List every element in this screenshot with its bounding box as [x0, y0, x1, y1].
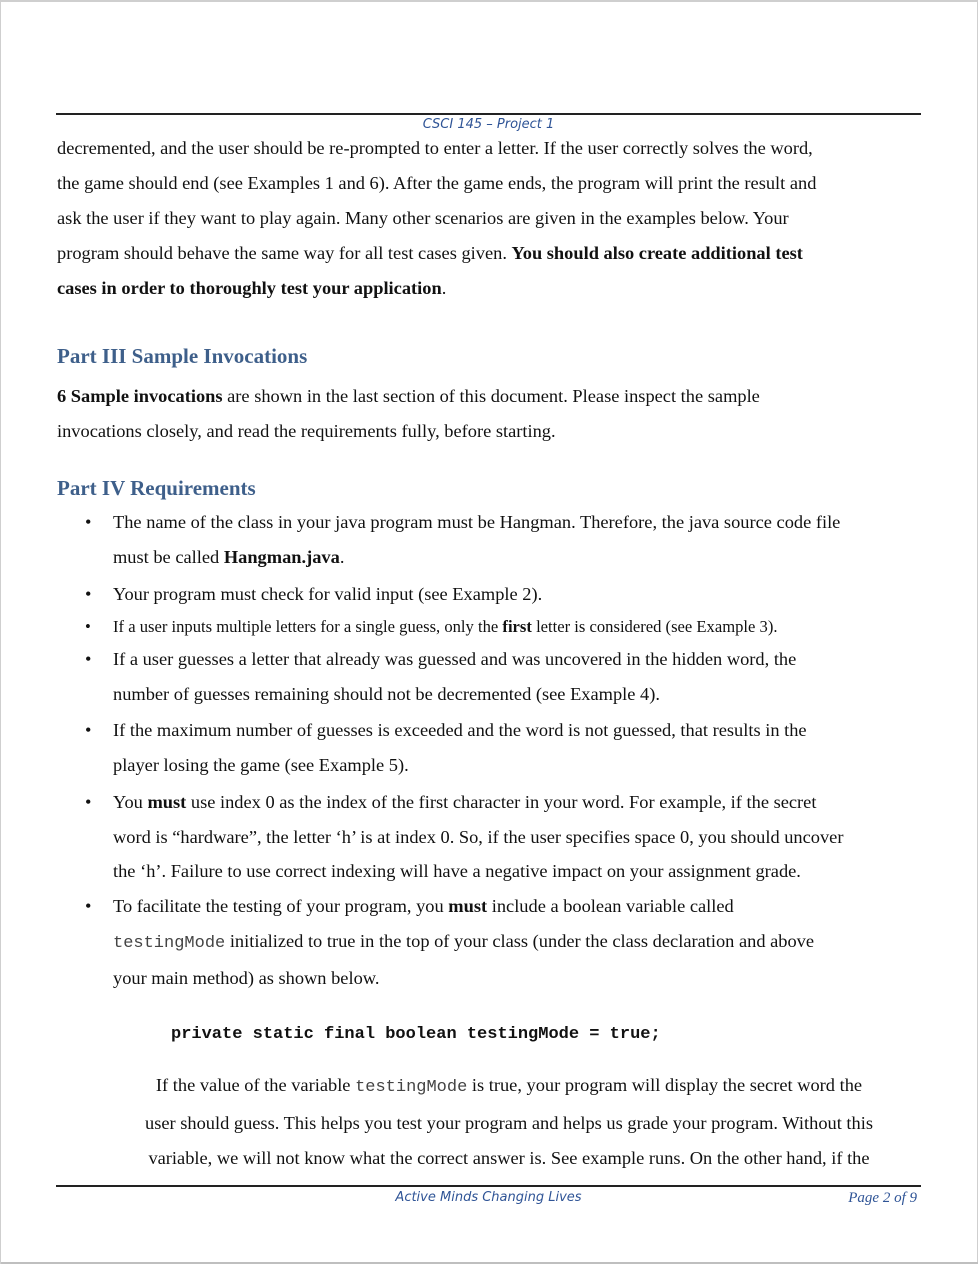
requirement-text: [113, 889, 923, 996]
intro-line-3: ask the user if they want to play again. Many other scenarios are given in the examples below. Your: [57, 208, 789, 228]
requirement-1-line-1: The name of the class in your java program must be Hangman. Therefore, the java source code file: [113, 512, 841, 532]
requirement-6-bold: must: [147, 792, 187, 812]
requirement-6-part-1: You: [113, 792, 148, 812]
requirement-text: [113, 642, 923, 711]
requirement-1-filename: Hangman.java: [223, 546, 340, 567]
page-frame-top: [1, 0, 978, 2]
requirement-3-bold: first: [502, 617, 532, 636]
requirement-7-bold: must: [448, 896, 488, 916]
requirement-7-line-2: [113, 924, 923, 962]
closing-code: testingMode: [355, 1078, 468, 1097]
closing-paragraph: [96, 1068, 922, 1177]
part-3-line-2: invocations closely, and read the requirements fully, before starting.: [57, 421, 556, 441]
part-3-heading: Part III Sample Invocations: [57, 344, 308, 368]
bullet-icon: •: [85, 649, 92, 669]
bullet-icon: •: [85, 584, 92, 604]
requirement-2-text: Your program must check for valid input (see Example 2).: [113, 584, 543, 604]
requirement-6-part-2: use index 0 as the index of the first character in your word. For example, if the secret: [186, 792, 817, 812]
requirement-4-line-1: If a user guesses a letter that already was guessed and was uncovered in the hidden word, the: [113, 649, 797, 669]
intro-line-1: decremented, and the user should be re-prompted to enter a letter. If the user correctly solves the word,: [57, 138, 813, 158]
requirement-7-line-2-text: initialized to true in the top of your class (under the class declaration and above: [225, 930, 815, 951]
testing-mode-code: testingMode: [113, 933, 226, 953]
closing-line-3: variable, we will not know what the correct answer is. See example runs. On the other hand, if the: [148, 1148, 870, 1168]
part-3-paragraph: [57, 379, 923, 449]
requirement-3-part-2: letter is considered (see Example 3).: [531, 617, 778, 636]
footer-motto: Active Minds Changing Lives: [395, 1190, 582, 1205]
requirement-7-part-1: To facilitate the testing of your program, you: [113, 896, 449, 916]
requirement-7-part-2: include a boolean variable called: [487, 896, 734, 916]
part-3-line-1: [57, 379, 923, 414]
requirement-3-part-1: If a user inputs multiple letters for a single guess, only the: [113, 617, 503, 636]
bullet-icon: •: [85, 896, 92, 916]
intro-line-4-text: program should behave the same way for all test cases given.: [57, 243, 512, 263]
closing-line-1: [96, 1068, 922, 1106]
bullet-icon: •: [85, 792, 92, 812]
intro-paragraph: [57, 131, 923, 306]
footer-rule: [56, 1185, 921, 1187]
closing-line-1-part-1: If the value of the variable: [155, 1075, 356, 1095]
intro-emphasis-1: You should also create additional test: [511, 243, 803, 263]
intro-line-5-end: .: [441, 278, 447, 298]
requirement-5-line-1: If the maximum number of guesses is exceeded and the word is not guessed, that results in the: [113, 720, 807, 740]
requirement-1-text: must be called: [113, 546, 224, 567]
requirement-text: [113, 713, 923, 782]
requirement-7-line-3: your main method) as shown below.: [113, 968, 380, 988]
intro-emphasis-2: cases in order to thoroughly test your application: [57, 278, 442, 298]
bullet-icon: •: [85, 617, 91, 636]
requirement-text: [113, 785, 923, 889]
requirement-6-line-2: word is “hardware”, the letter ‘h’ is at index 0. So, if the user specifies space 0, you should uncover: [113, 826, 844, 847]
bullet-icon: •: [85, 512, 92, 532]
requirement-4-line-2: number of guesses remaining should not be decremented (see Example 4).: [113, 683, 660, 704]
page-number: Page 2 of 9: [848, 1190, 917, 1206]
running-header: CSCI 145 – Project 1: [422, 117, 555, 132]
part-4-heading: Part IV Requirements: [57, 476, 256, 500]
header-rule: [56, 113, 921, 115]
requirement-6-line-1: [113, 785, 923, 820]
requirement-6-line-3: the ‘h’. Failure to use correct indexing will have a negative impact on your assignment grade.: [113, 861, 801, 881]
closing-line-2: user should guess. This helps you test your program and helps us grade your program. Without this: [145, 1112, 873, 1133]
intro-line-4: [57, 236, 923, 271]
part-3-text-1: are shown in the last section of this document. Please inspect the sample: [222, 386, 760, 406]
requirement-3-text: [113, 610, 923, 645]
intro-line-5: [57, 271, 923, 306]
closing-line-1-part-2: is true, your program will display the secret word the: [467, 1075, 863, 1095]
requirement-5-line-2: player losing the game (see Example 5).: [113, 754, 409, 775]
requirement-1-end: .: [339, 546, 345, 567]
part-3-bold-lead: 6 Sample invocations: [57, 386, 223, 406]
bullet-icon: •: [85, 720, 92, 740]
code-sample: private static final boolean testingMode = true;: [171, 1025, 661, 1044]
intro-line-2: the game should end (see Examples 1 and 6). After the game ends, the program will print the result and: [57, 173, 817, 193]
requirement-text: [113, 505, 923, 574]
requirement-7-line-1: [113, 889, 923, 924]
requirement-1-line-2: [113, 540, 923, 575]
